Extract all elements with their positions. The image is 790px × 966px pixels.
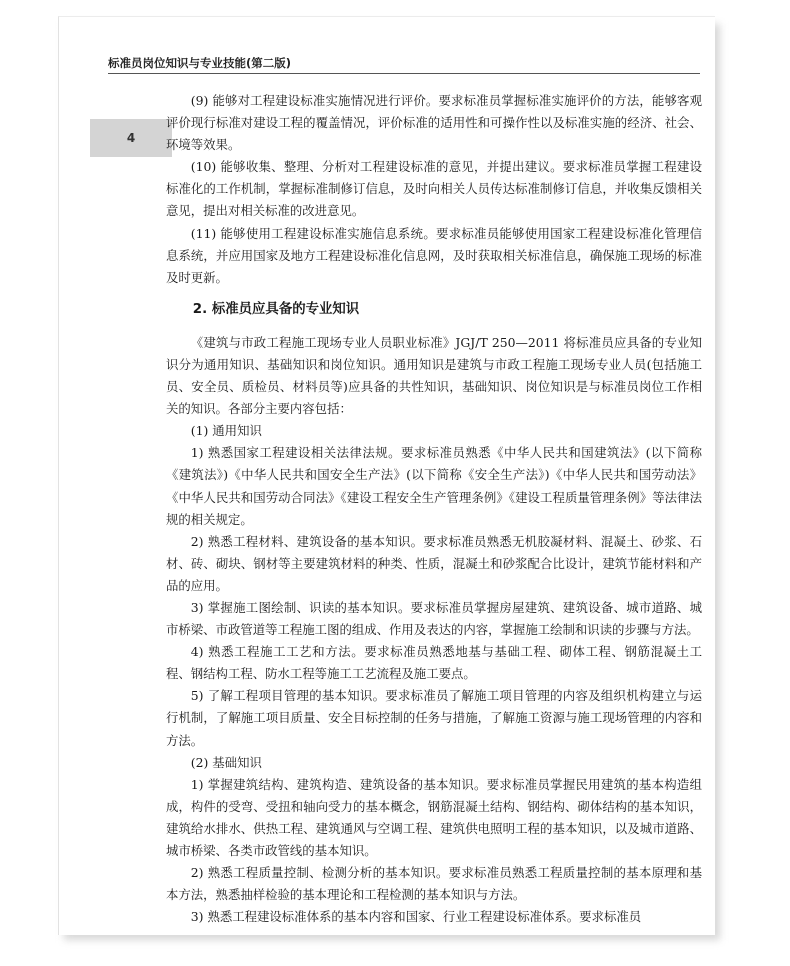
general-knowledge-label: (1) 通用知识 xyxy=(190,423,262,439)
general-item-2: 2) 熟悉工程材料、建筑设备的基本知识。要求标准员熟悉无机胶凝材料、混凝土、砂浆、石材、砖、砌块、钢材等主要建筑材料的种类、性质，混凝土和砂浆配合比设计，建筑节能材料和产品的应用。 xyxy=(166,533,702,593)
paragraph-11: (11) 能够使用工程建设标准实施信息系统。要求标准员能够使用国家工程建设标准化管理信息系统，并应用国家及地方工程建设标准化信息网，及时获取相关标准信息，确保施工现场的标准及时更新。 xyxy=(166,225,702,285)
paragraph-10: (10) 能够收集、整理、分析对工程建设标准的意见，并提出建议。要求标准员掌握工程建设标准化的工作机制，掌握标准制修订信息，及时向相关人员传达标准制修订信息，并收集反馈相关意见，提出对相关标准的改进意见。 xyxy=(166,159,702,219)
general-item-1: 1) 熟悉国家工程建设相关法律法规。要求标准员熟悉《中华人民共和国建筑法》(以下简称《建筑法》)《中华人民共和国安全生产法》(以下简称《安全生产法》)《中华人民共和国劳动法》《中华人民共和国劳动合同法》《建设工程安全生产管理条例》《建设工程质量管理条例》等法律法规的相关规定。 xyxy=(166,445,702,527)
page-number-tab xyxy=(90,119,172,157)
general-item-3: 3) 掌握施工图绘制、识读的基本知识。要求标准员掌握房屋建筑、建筑设备、城市道路、城市桥梁、市政管道等工程施工图的组成、作用及表达的内容，掌握施工绘制和识读的步骤与方法。 xyxy=(166,599,702,638)
basic-item-3: 3) 熟悉工程建设标准体系的基本内容和国家、行业工程建设标准体系。要求标准员 xyxy=(190,909,642,925)
body-text xyxy=(166,90,702,928)
page-number: 4 xyxy=(126,131,136,145)
general-item-5: 5) 了解工程项目管理的基本知识。要求标准员了解施工项目管理的内容及组织机构建立与运行机制，了解施工项目质量、安全目标控制的任务与措施，了解施工资源与施工现场管理的内容和方法。 xyxy=(166,688,702,748)
section-heading: 2. 标准员应具备的专业知识 xyxy=(192,301,360,317)
paragraph-9: (9) 能够对工程建设标准实施情况进行评价。要求标准员掌握标准实施评价的方法，能够客观评价现行标准对建设工程的覆盖情况，评价标准的适用性和可操作性以及标准实施的经济、社会、环境等效果。 xyxy=(166,93,702,153)
header-divider xyxy=(108,73,700,74)
basic-item-2: 2) 熟悉工程质量控制、检测分析的基本知识。要求标准员熟悉工程质量控制的基本原理和基本方法，熟悉抽样检验的基本理论和工程检测的基本知识与方法。 xyxy=(166,865,702,903)
general-item-4: 4) 熟悉工程施工工艺和方法。要求标准员熟悉地基与基础工程、砌体工程、钢筋混凝土工程、钢结构工程、防水工程等施工工艺流程及施工要点。 xyxy=(166,644,702,682)
basic-item-1: 1) 掌握建筑结构、建筑构造、建筑设备的基本知识。要求标准员掌握民用建筑的基本构造组成，构件的受弯、受扭和轴向受力的基本概念，钢筋混凝土结构、钢结构、砌体结构的基本知识，建筑给水排水、供热工程、建筑通风与空调工程、建筑供电照明工程的基本知识，以及城市道路、城市桥梁、各类市政管线的基本知识。 xyxy=(166,776,702,858)
intro-paragraph: 《建筑与市政工程施工现场专业人员职业标准》JGJ/T 250—2011 将标准员应具备的专业知识分为通用知识、基础知识和岗位知识。通用知识是建筑与市政工程施工现场专业人员(包括施工员、安全员、质检员、材料员等)应具备的共性知识，基础知识、岗位知识是与标准员岗位工作相关的知识。各部分主要内容包括： xyxy=(166,334,702,417)
running-header: 标准员岗位知识与专业技能(第二版) xyxy=(108,56,292,70)
basic-knowledge-label: (2) 基础知识 xyxy=(190,754,262,770)
